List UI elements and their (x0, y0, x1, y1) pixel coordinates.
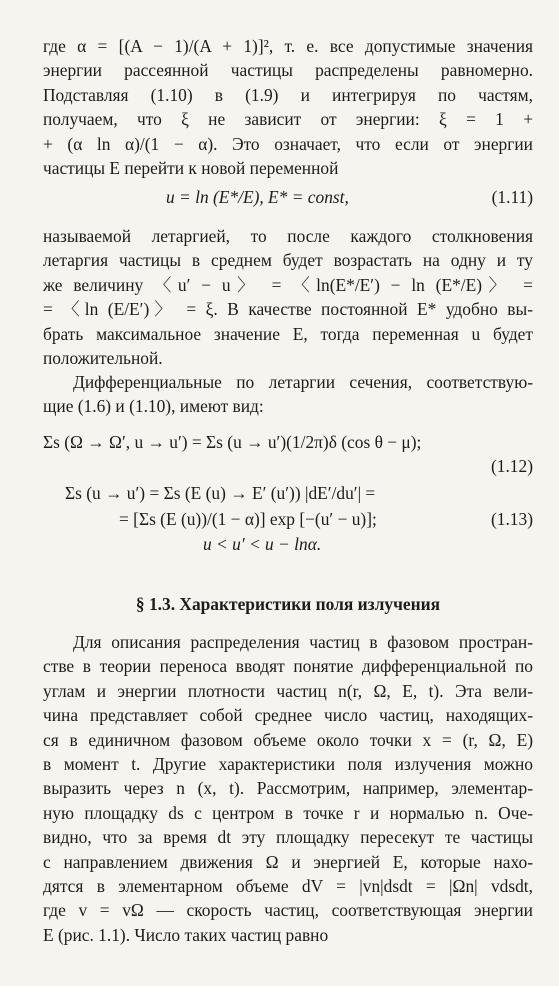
section-title: § 1.3. Характеристики поля излучения (135, 594, 441, 614)
text-line: выразить через n (x, t). Рассмотрим, например, элементар- (43, 778, 533, 799)
equation-body: = [Σs (E (u))/(1 − α)] exp [−(u′ − u)]; (119, 509, 377, 529)
text-line: щие (1.6) и (1.10), имеют вид: (43, 396, 264, 417)
equation-number: (1.12) (490, 456, 533, 476)
text-line: + (α ln α)/(1 − α). Это означает, что если от энергии (43, 133, 533, 154)
text-line: получаем, что ξ не зависит от энергии: ξ = 1 + (43, 109, 533, 130)
text-line: частицы E перейти к новой переменной (43, 158, 339, 179)
text-line: летаргия частицы в среднем будет возрастать на одну и ту (43, 250, 533, 271)
equation-1-13-line-1 (43, 481, 533, 505)
text-line: чина представляет собой среднее число частиц, находящих- (43, 705, 533, 726)
text-line: где α = [(A − 1)/(A + 1)]², т. е. все допустимые значения (43, 36, 533, 56)
paragraph-1 (43, 34, 533, 180)
equation-body: u < u′ < u − lnα. (203, 534, 322, 554)
text-line: где v = vΩ — скорость частиц, соответствующая энергии (43, 900, 533, 921)
text-line: углам и энергии плотности частиц n(r, Ω, E, t). Эта вели- (43, 680, 533, 701)
equation-1-12 (43, 430, 533, 454)
text-line: с направлением движения Ω и энергией E, которые нахо- (43, 851, 533, 872)
text-line: в момент t. Другие характеристики поля излучения можно (43, 754, 533, 775)
text-line: стве в теории переноса вводят понятие дифференциальной по (43, 656, 533, 677)
equation-body: Σs (u → u′) = Σs (E (u) → E′ (u′)) |dE′/du′| = (65, 483, 376, 503)
equation-body: u = ln (E*/E), E* = const, (166, 187, 349, 207)
text-line: видно, что за время dt эту площадку пересекут те частицы (43, 827, 533, 848)
text-line: положительной. (43, 348, 163, 369)
text-line: же величину 〈u′ − u〉 = 〈ln(E*/E′) − ln (E*/E)〉 = (43, 274, 533, 295)
equation-1-13-line-3 (43, 532, 533, 556)
text-line: брать максимальное значение E, тогда переменная u будет (43, 323, 533, 344)
text-line: ную площадку ds с центром в точке r и нормалью n. Оче- (43, 802, 533, 823)
equation-number: (1.13) (490, 509, 533, 529)
equation-1-13-line-2 (43, 507, 533, 531)
text-line: = 〈ln (E/E′)〉 = ξ. В качестве постоянной E* удобно вы- (43, 299, 533, 320)
equation-1-12-number-row (43, 454, 533, 478)
text-line: энергии рассеянной частицы распределены равномерно. (43, 60, 533, 81)
text-line: Дифференциальные по летаргии сечения, соответствую- (73, 372, 533, 392)
text-line: Подставляя (1.10) в (1.9) и интегрируя по частям, (43, 84, 533, 105)
equation-body: Σs (Ω → Ω′, u → u′) = Σs (u → u′)(1/2π)δ (cos θ − μ); (43, 432, 422, 452)
paragraph-3 (43, 370, 533, 419)
text-line: E (рис. 1.1). Число таких частиц равно (43, 924, 329, 945)
equation-1-14-placeholder (43, 962, 533, 986)
equation-number: (1.11) (491, 187, 533, 207)
text-line: называемой летаргией, то после каждого столкновения (43, 226, 533, 246)
text-line: ся в единичном фазовом объеме около точки x = (r, Ω, E) (43, 729, 533, 750)
equation-1-11 (43, 185, 533, 209)
paragraph-2 (43, 224, 533, 370)
text-line: дятся в элементарном объеме dV = |vn|dsdt = |Ωn| vdsdt, (43, 876, 533, 897)
text-line: Для описания распределения частиц в фазовом простран- (73, 632, 533, 652)
